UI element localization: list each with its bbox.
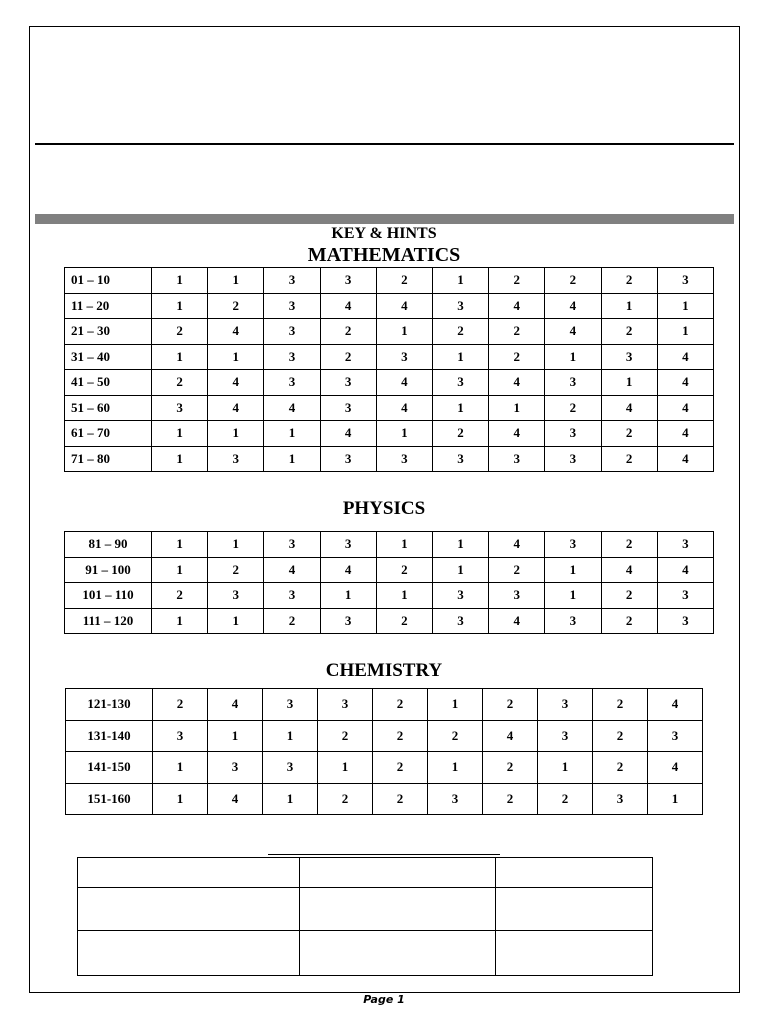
- answer-cell: 4: [264, 557, 320, 583]
- answer-cell: 2: [428, 720, 483, 752]
- physics-heading: PHYSICS: [342, 498, 426, 519]
- answer-cell: 1: [320, 583, 376, 609]
- answer-cell: 3: [545, 532, 601, 558]
- answer-cell: 1: [432, 532, 488, 558]
- answer-cell: 2: [320, 319, 376, 345]
- answer-cell: 3: [489, 446, 545, 472]
- answer-cell: 3: [545, 608, 601, 634]
- answer-cell: 3: [264, 268, 320, 294]
- question-range: 11 – 20: [65, 293, 152, 319]
- table-row: [65, 608, 714, 634]
- answer-cell: 1: [432, 344, 488, 370]
- answer-cell: 2: [601, 421, 657, 447]
- answer-cell: 1: [432, 268, 488, 294]
- answer-cell: 3: [489, 583, 545, 609]
- answer-cell: 1: [318, 752, 373, 784]
- answer-cell: 1: [538, 752, 593, 784]
- answer-cell: 3: [320, 446, 376, 472]
- table-row: [66, 783, 703, 815]
- answer-cell: 2: [601, 532, 657, 558]
- answer-cell: 4: [648, 752, 703, 784]
- question-range: 151-160: [66, 783, 153, 815]
- answer-cell: 3: [657, 268, 713, 294]
- page-title: KEY & HINTS: [331, 225, 437, 242]
- answer-cell: 3: [320, 608, 376, 634]
- answer-cell: 3: [538, 720, 593, 752]
- answer-cell: 2: [601, 268, 657, 294]
- answer-cell: 4: [376, 370, 432, 396]
- mathematics-answer-table: [64, 267, 714, 472]
- answer-cell: 4: [208, 370, 264, 396]
- answer-cell: 2: [538, 783, 593, 815]
- blank-cell: [78, 888, 300, 931]
- answer-cell: 1: [601, 293, 657, 319]
- answer-cell: 4: [264, 395, 320, 421]
- answer-cell: 2: [601, 608, 657, 634]
- answer-cell: 2: [593, 720, 648, 752]
- answer-cell: 2: [545, 268, 601, 294]
- answer-cell: 2: [153, 689, 208, 721]
- answer-cell: 1: [263, 720, 318, 752]
- answer-cell: 1: [648, 783, 703, 815]
- answer-cell: 1: [208, 608, 264, 634]
- answer-cell: 1: [601, 370, 657, 396]
- answer-cell: 4: [208, 783, 263, 815]
- question-range: 41 – 50: [65, 370, 152, 396]
- answer-cell: 1: [657, 319, 713, 345]
- answer-cell: 2: [545, 395, 601, 421]
- answer-cell: 4: [483, 720, 538, 752]
- question-range: 71 – 80: [65, 446, 152, 472]
- answer-cell: 3: [320, 268, 376, 294]
- answer-cell: 2: [483, 689, 538, 721]
- table-row: [65, 446, 714, 472]
- answer-cell: 4: [601, 557, 657, 583]
- answer-cell: 4: [657, 370, 713, 396]
- answer-cell: 3: [264, 370, 320, 396]
- answer-cell: 4: [320, 557, 376, 583]
- answer-cell: 4: [657, 446, 713, 472]
- answer-cell: 1: [152, 557, 208, 583]
- answer-cell: 4: [657, 344, 713, 370]
- blank-cell: [78, 858, 300, 888]
- header-divider: [35, 143, 734, 145]
- table-row: [65, 557, 714, 583]
- answer-cell: 2: [152, 319, 208, 345]
- answer-cell: 2: [376, 608, 432, 634]
- answer-cell: 2: [489, 557, 545, 583]
- answer-cell: 2: [152, 370, 208, 396]
- table-row: [65, 583, 714, 609]
- chemistry-heading: CHEMISTRY: [325, 660, 443, 681]
- answer-cell: 1: [153, 752, 208, 784]
- table-row: [65, 293, 714, 319]
- answer-cell: 3: [263, 752, 318, 784]
- page-number: Page 1: [363, 993, 405, 1006]
- table-row: [65, 370, 714, 396]
- blank-cell: [300, 858, 496, 888]
- answer-cell: 3: [320, 532, 376, 558]
- answer-cell: 3: [432, 293, 488, 319]
- answer-cell: 4: [376, 395, 432, 421]
- answer-cell: 3: [432, 446, 488, 472]
- answer-cell: 3: [376, 446, 432, 472]
- question-range: 81 – 90: [65, 532, 152, 558]
- question-range: 21 – 30: [65, 319, 152, 345]
- answer-cell: 1: [376, 583, 432, 609]
- table-row: [66, 689, 703, 721]
- answer-cell: 4: [489, 608, 545, 634]
- answer-cell: 3: [432, 608, 488, 634]
- signature-line: [268, 854, 500, 855]
- answer-cell: 3: [264, 583, 320, 609]
- answer-cell: 4: [489, 532, 545, 558]
- answer-cell: 4: [545, 293, 601, 319]
- answer-cell: 2: [376, 268, 432, 294]
- header-bar: [35, 214, 734, 224]
- answer-cell: 1: [208, 344, 264, 370]
- answer-cell: 1: [428, 689, 483, 721]
- answer-cell: 4: [376, 293, 432, 319]
- answer-cell: 3: [320, 395, 376, 421]
- table-row: [65, 421, 714, 447]
- answer-cell: 3: [208, 752, 263, 784]
- answer-cell: 4: [657, 395, 713, 421]
- answer-cell: 2: [373, 783, 428, 815]
- answer-cell: 2: [489, 319, 545, 345]
- answer-cell: 4: [208, 689, 263, 721]
- question-range: 121-130: [66, 689, 153, 721]
- answer-cell: 3: [152, 395, 208, 421]
- answer-cell: 1: [152, 344, 208, 370]
- answer-cell: 2: [483, 783, 538, 815]
- question-range: 131-140: [66, 720, 153, 752]
- answer-cell: 2: [318, 720, 373, 752]
- blank-table: [77, 857, 653, 976]
- table-row: [65, 319, 714, 345]
- answer-cell: 3: [320, 370, 376, 396]
- blank-cell: [496, 888, 653, 931]
- answer-cell: 3: [538, 689, 593, 721]
- answer-cell: 1: [152, 608, 208, 634]
- answer-cell: 2: [432, 421, 488, 447]
- answer-cell: 1: [208, 720, 263, 752]
- answer-cell: 2: [264, 608, 320, 634]
- question-range: 101 – 110: [65, 583, 152, 609]
- answer-cell: 3: [208, 446, 264, 472]
- answer-cell: 3: [593, 783, 648, 815]
- answer-cell: 4: [601, 395, 657, 421]
- answer-cell: 2: [489, 344, 545, 370]
- answer-cell: 3: [208, 583, 264, 609]
- answer-cell: 3: [376, 344, 432, 370]
- blank-cell: [78, 931, 300, 976]
- answer-cell: 4: [489, 370, 545, 396]
- answer-cell: 1: [264, 446, 320, 472]
- answer-cell: 2: [601, 446, 657, 472]
- blank-cell: [496, 931, 653, 976]
- answer-cell: 1: [545, 583, 601, 609]
- answer-cell: 1: [208, 532, 264, 558]
- answer-cell: 3: [657, 532, 713, 558]
- question-range: 31 – 40: [65, 344, 152, 370]
- answer-cell: 1: [376, 319, 432, 345]
- answer-cell: 2: [208, 293, 264, 319]
- answer-cell: 4: [320, 293, 376, 319]
- answer-cell: 1: [152, 268, 208, 294]
- answer-cell: 2: [601, 319, 657, 345]
- answer-cell: 3: [318, 689, 373, 721]
- question-range: 61 – 70: [65, 421, 152, 447]
- question-range: 91 – 100: [65, 557, 152, 583]
- answer-cell: 3: [545, 446, 601, 472]
- answer-cell: 3: [264, 344, 320, 370]
- answer-cell: 2: [373, 752, 428, 784]
- answer-cell: 2: [601, 583, 657, 609]
- chemistry-answer-table: [65, 688, 703, 815]
- answer-cell: 1: [376, 421, 432, 447]
- answer-cell: 2: [373, 720, 428, 752]
- answer-cell: 4: [489, 293, 545, 319]
- question-range: 111 – 120: [65, 608, 152, 634]
- answer-cell: 3: [432, 583, 488, 609]
- answer-cell: 1: [152, 446, 208, 472]
- answer-cell: 3: [263, 689, 318, 721]
- answer-cell: 3: [428, 783, 483, 815]
- answer-cell: 3: [153, 720, 208, 752]
- mathematics-heading: MATHEMATICS: [307, 244, 461, 266]
- answer-cell: 1: [264, 421, 320, 447]
- question-range: 141-150: [66, 752, 153, 784]
- answer-cell: 1: [489, 395, 545, 421]
- answer-cell: 2: [593, 752, 648, 784]
- answer-cell: 1: [376, 532, 432, 558]
- answer-cell: 1: [545, 344, 601, 370]
- answer-cell: 3: [432, 370, 488, 396]
- answer-cell: 4: [648, 689, 703, 721]
- table-row: [65, 532, 714, 558]
- answer-cell: 3: [545, 421, 601, 447]
- answer-cell: 2: [376, 557, 432, 583]
- answer-cell: 1: [545, 557, 601, 583]
- answer-cell: 1: [428, 752, 483, 784]
- blank-cell: [300, 931, 496, 976]
- answer-cell: 1: [208, 421, 264, 447]
- answer-cell: 1: [263, 783, 318, 815]
- table-row: [65, 395, 714, 421]
- answer-cell: 2: [489, 268, 545, 294]
- answer-cell: 2: [320, 344, 376, 370]
- table-row: [65, 344, 714, 370]
- answer-cell: 2: [318, 783, 373, 815]
- answer-cell: 1: [152, 293, 208, 319]
- answer-cell: 4: [489, 421, 545, 447]
- table-row: [65, 268, 714, 294]
- table-row: [66, 720, 703, 752]
- answer-cell: 4: [657, 557, 713, 583]
- answer-cell: 3: [264, 293, 320, 319]
- answer-cell: 2: [373, 689, 428, 721]
- physics-answer-table: [64, 531, 714, 634]
- answer-cell: 3: [657, 583, 713, 609]
- answer-cell: 2: [593, 689, 648, 721]
- answer-cell: 2: [152, 583, 208, 609]
- blank-cell: [300, 888, 496, 931]
- answer-cell: 3: [264, 532, 320, 558]
- answer-cell: 1: [208, 268, 264, 294]
- answer-cell: 3: [601, 344, 657, 370]
- answer-cell: 3: [657, 608, 713, 634]
- answer-cell: 4: [320, 421, 376, 447]
- answer-cell: 4: [208, 395, 264, 421]
- answer-cell: 3: [545, 370, 601, 396]
- question-range: 01 – 10: [65, 268, 152, 294]
- answer-cell: 4: [208, 319, 264, 345]
- answer-cell: 2: [432, 319, 488, 345]
- answer-cell: 1: [153, 783, 208, 815]
- answer-cell: 4: [545, 319, 601, 345]
- answer-cell: 3: [648, 720, 703, 752]
- question-range: 51 – 60: [65, 395, 152, 421]
- answer-cell: 1: [432, 557, 488, 583]
- answer-cell: 1: [152, 421, 208, 447]
- answer-cell: 1: [432, 395, 488, 421]
- answer-cell: 1: [152, 532, 208, 558]
- answer-cell: 2: [483, 752, 538, 784]
- answer-cell: 1: [657, 293, 713, 319]
- blank-cell: [496, 858, 653, 888]
- answer-cell: 4: [657, 421, 713, 447]
- table-row: [66, 752, 703, 784]
- answer-cell: 3: [264, 319, 320, 345]
- answer-cell: 2: [208, 557, 264, 583]
